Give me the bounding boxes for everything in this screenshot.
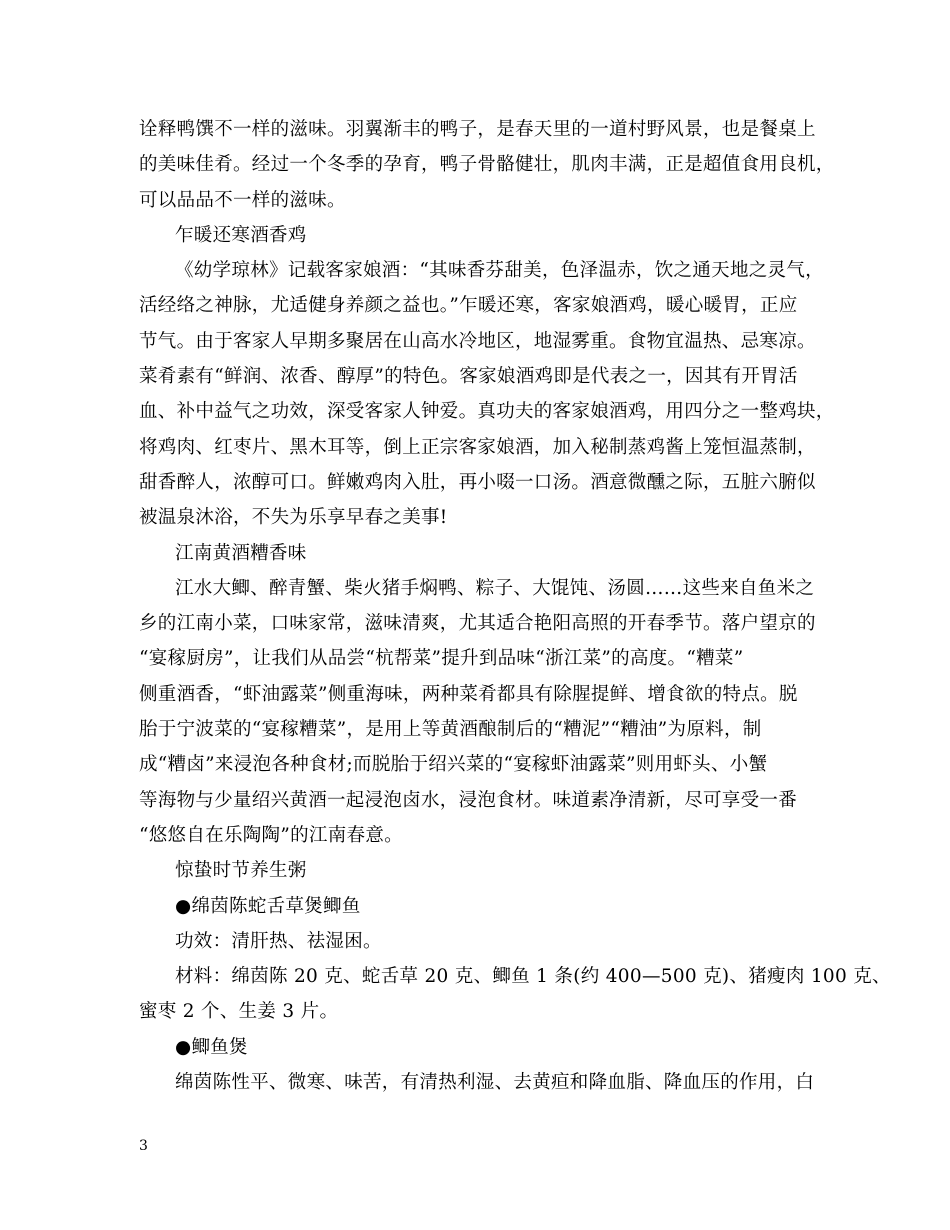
text-line: 节气。由于客家人早期多聚居在山高水冷地区，地湿雾重。食物宜温热、忌寒凉。 [139,330,816,352]
text-line: 被温泉沐浴，不失为乐享早春之美事! [139,507,448,529]
text-line: 乍暖还寒酒香鸡 [175,224,307,246]
text-line: 等海物与少量绍兴黄酒一起浸泡卤水，浸泡食材。味道素净清新，尽可享受一番 [139,789,798,811]
text-line: 侧重酒香，“虾油露菜”侧重海味，两种菜肴都具有除腥提鲜、增食欲的特点。脱 [139,683,798,705]
text-line: 活经络之神脉，尤适健身养颜之益也。”乍暖还寒，客家娘酒鸡，暖心暖胃，正应 [139,295,798,317]
text-line: 材料：绵茵陈 20 克、蛇舌草 20 克、鲫鱼 1 条(约 400—500 克)、猪瘦肉 100 克、 [175,966,891,988]
text-line: 菜肴素有“鲜润、浓香、醇厚”的特色。客家娘酒鸡即是代表之一，因其有开胃活 [139,366,798,388]
text-line: 血、补中益气之功效，深受客家人钟爱。真功夫的客家娘酒鸡，用四分之一整鸡块， [139,401,835,423]
text-line: 功效：清肝热、祛湿困。 [175,930,382,952]
text-line: 诠释鸭馔不一样的滋味。羽翼渐丰的鸭子，是春天里的一道村野风景，也是餐桌上 [139,119,816,140]
text-line: 胎于宁波菜的“宴稼糟菜”，是用上等黄酒酿制后的“糟泥”“糟油”为原料，制 [139,719,762,741]
text-line: 乡的江南小菜，口味家常，滋味清爽，尤其适合艳阳高照的开春季节。落户望京的 [139,613,816,635]
text-line: “悠悠自在乐陶陶”的江南春意。 [139,824,403,846]
text-line: 的美味佳肴。经过一个冬季的孕育，鸭子骨骼健壮，肌肉丰满，正是超值食用良机， [139,154,835,176]
text-line: ●绵茵陈蛇舌草煲鲫鱼 [175,895,361,917]
page-number: 3 [139,1138,148,1154]
text-line: 将鸡肉、红枣片、黑木耳等，倒上正宗客家娘酒，加入秘制蒸鸡酱上笼恒温蒸制， [139,436,816,458]
text-line: 蜜枣 2 个、生姜 3 片。 [139,1001,339,1023]
text-line: 江水大鲫、醉青蟹、柴火猪手焖鸭、粽子、大馄饨、汤圆……这些来自鱼米之 [175,577,815,599]
page-body [139,112,891,1100]
text-line: 惊蛰时节养生粥 [175,860,307,882]
text-line: 绵茵陈性平、微寒、味苦，有清热利湿、去黄疸和降血脂、降血压的作用，白 [175,1072,815,1094]
text-line: 甜香醉人，浓醇可口。鲜嫩鸡肉入肚，再小啜一口汤。酒意微醺之际，五脏六腑似 [139,471,816,493]
text-line: “宴稼厨房”，让我们从品尝“杭帮菜”提升到品味“浙江菜”的高度。“糟菜” [139,648,744,670]
text-line: 可以品品不一样的滋味。 [139,189,346,211]
text-line: 成“糟卤”来浸泡各种食材;而脱胎于绍兴菜的“宴稼虾油露菜”则用虾头、小蟹 [139,754,768,776]
text-line: 江南黄酒糟香味 [175,542,307,564]
text-line: 《幼学琼林》记载客家娘酒：“其味香芬甜美，色泽温赤，饮之通天地之灵气， [175,260,824,282]
text-line: ●鲫鱼煲 [175,1036,248,1058]
